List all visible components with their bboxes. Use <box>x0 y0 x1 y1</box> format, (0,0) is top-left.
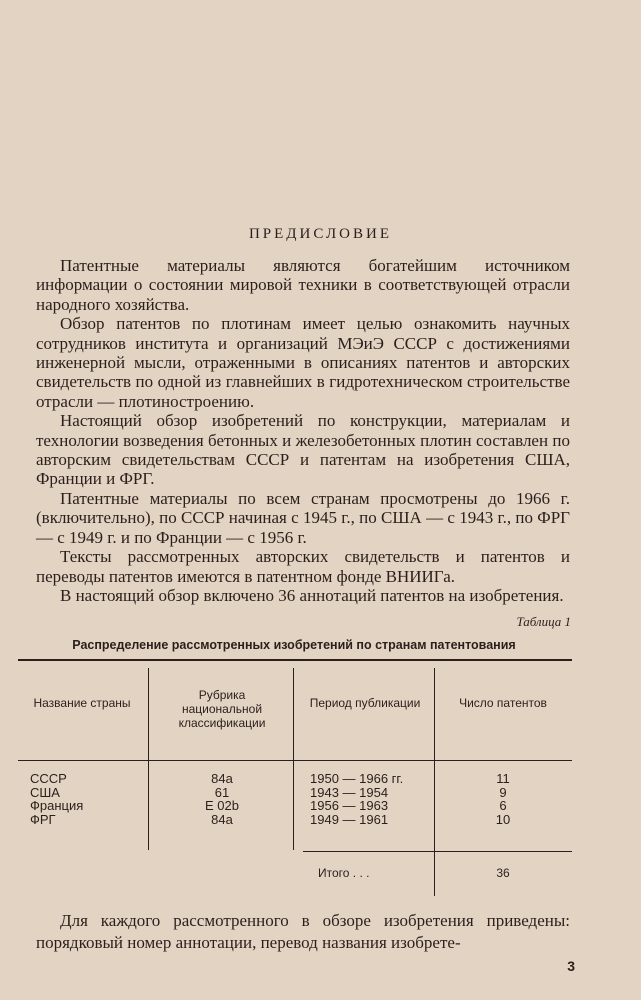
period-cell: 1943 — 1954 <box>310 784 389 800</box>
table-row <box>448 772 558 826</box>
count-cell: 9 <box>499 784 507 800</box>
table-vline <box>434 668 435 896</box>
bottom-text <box>36 910 570 954</box>
country-cell: СССР <box>30 771 67 786</box>
class-cell: E 02b <box>205 798 239 813</box>
table-total-rule <box>303 851 572 852</box>
table-title: Распределение рассмотренных изобретений по странам патентования <box>72 638 516 652</box>
table-header: Рубрика национальной классификации <box>178 688 266 730</box>
paragraph: Тексты рассмотренных авторских свидетельств и патентов и переводы патентов имеются в патентном фонде ВНИИГа. <box>36 547 570 586</box>
table-header: Название страны <box>33 696 131 710</box>
country-cell: США <box>30 784 60 800</box>
paragraph: Патентные материалы по всем странам просмотрены до 1966 г. (включительно), по СССР начиная с 1945 г., по США — с 1943 г., по ФРГ — с 1949 г. и по Франции — с 1956 г. <box>36 488 570 547</box>
count-cell: 11 <box>496 771 510 786</box>
count-cell: 6 <box>499 798 507 813</box>
count-cell: 10 <box>495 811 511 827</box>
class-cell: 84a <box>211 771 233 786</box>
country-cell: Франция <box>30 798 84 813</box>
paragraph: Для каждого рассмотренного в обзоре изобретения приведены: порядковый номер аннотации, перевод названия изобрете- <box>36 911 570 952</box>
class-cell: 84a <box>211 811 233 827</box>
period-cell: 1949 — 1961 <box>310 811 389 827</box>
table-vline <box>148 668 149 850</box>
body-text <box>36 256 570 605</box>
table-vline <box>293 668 294 850</box>
total-value: 36 <box>496 866 510 880</box>
table-header: Период публикации <box>309 696 421 710</box>
country-cell: ФРГ <box>30 811 56 827</box>
paragraph: Патентные материалы являются богатейшим источником информации о состоянии мировой техники в соответствующей отрасли народного хозяйства. <box>36 256 570 314</box>
period-cell: 1956 — 1963 <box>310 798 389 813</box>
total-label: Итого . . . <box>318 866 370 880</box>
class-cell: 61 <box>214 784 230 800</box>
period-cell: 1950 — 1966 гг. <box>310 771 404 786</box>
table-top-rule <box>18 659 572 661</box>
table-header-rule <box>18 760 572 761</box>
table-row <box>30 772 140 826</box>
table-row <box>310 772 430 826</box>
paragraph: В настоящий обзор включено 36 аннотаций патентов на изобретения. <box>60 585 564 605</box>
paragraph: Настоящий обзор изобретений по конструкции, материалам и технологии возведения бетонных и железобетонных плотин составлен по авторским свидетельствам СССР и патентам на изобретения США, Франции и ФРГ. <box>36 411 570 489</box>
table-header: Число патентов <box>459 696 547 710</box>
table-row <box>160 772 284 826</box>
page-number: 3 <box>567 958 575 974</box>
page-heading: ПРЕДИСЛОВИЕ <box>248 226 393 242</box>
table-caption: Таблица 1 <box>516 614 571 629</box>
paragraph: Обзор патентов по плотинам имеет целью ознакомить научных сотрудников института и организаций МЭиЭ СССР с достижениями инженерной мысли, отраженными в описаниях патентов и авторских свидетельств по одной из главнейших в гидротехническом строительстве отрасли — плотиностроению. <box>36 314 570 411</box>
